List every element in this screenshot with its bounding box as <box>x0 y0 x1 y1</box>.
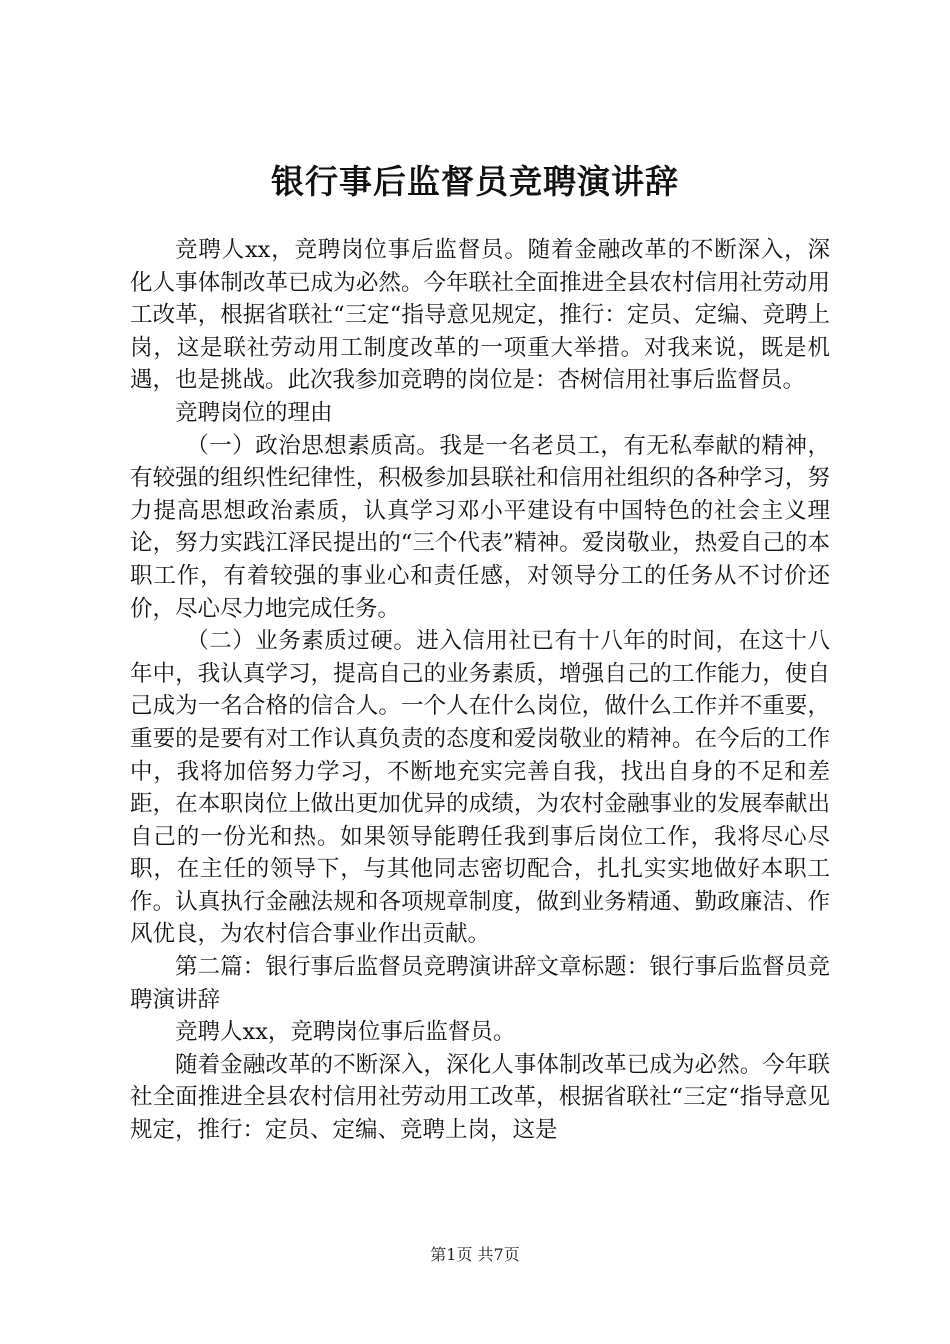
paragraph-reasons-heading: 竞聘岗位的理由 <box>175 399 333 426</box>
document-body <box>130 234 830 1147</box>
document-title: 银行事后监督员竞聘演讲辞 <box>271 162 679 201</box>
paragraph-intro: 竞聘人xx，竞聘岗位事后监督员。随着金融改革的不断深入，深化人事体制改革已成为必然。今年联社全面推进全县农村信用社劳动用工改革，根据省联社“三定“指导意见规定，推行：定员、定编、竞聘上岗，这是联社劳动用工制度改革的一项重大举措。对我来说，既是机遇，也是挑战。此次我参加竞聘的岗位是：杏树信用社事后监督员。 <box>130 237 830 394</box>
paragraph-candidate: 竞聘人xx，竞聘岗位事后监督员。 <box>175 1019 516 1046</box>
paragraph-political-quality: （一）政治思想素质高。我是一名老员工，有无私奉献的精神，有较强的组织性纪律性，积极参加县联社和信用社组织的各种学习，努力提高思想政治素质，认真学习邓小平建设有中国特色的社会主义理论，努力实践江泽民提出的“三个代表”精神。爱岗敬业，热爱自己的本职工作，有着较强的事业心和责任感，对领导分工的任务从不讨价还价，尽心尽力地完成任务。 <box>130 432 830 622</box>
paragraph-second-article-title: 第二篇：银行事后监督员竞聘演讲辞文章标题：银行事后监督员竞聘演讲辞 <box>130 954 830 1013</box>
paragraph-reform: 随着金融改革的不断深入，深化人事体制改革已成为必然。今年联社全面推进全县农村信用社劳动用工改革，根据省联社“三定“指导意见规定，推行：定员、定编、竞聘上岗，这是 <box>130 1051 830 1144</box>
page-number-footer: 第1页 共7页 <box>430 1245 520 1264</box>
paragraph-business-quality: （二）业务素质过硬。进入信用社已有十八年的时间，在这十八年中，我认真学习，提高自己的业务素质，增强自己的工作能力，使自己成为一名合格的信合人。一个人在什么岗位，做什么工作并不重要，重要的是要有对工作认真负责的态度和爱岗敬业的精神。在今后的工作中，我将加倍努力学习，不断地充实完善自我，找出自身的不足和差距，在本职岗位上做出更加优异的成绩，为农村金融事业的发展奉献出自己的一份光和热。如果领导能聘任我到事后岗位工作，我将尽心尽职，在主任的领导下，与其他同志密切配合，扎扎实实地做好本职工作。认真执行金融法规和各项规章制度，做到业务精通、勤政廉洁、作风优良，为农村信合事业作出贡献。 <box>130 628 830 948</box>
